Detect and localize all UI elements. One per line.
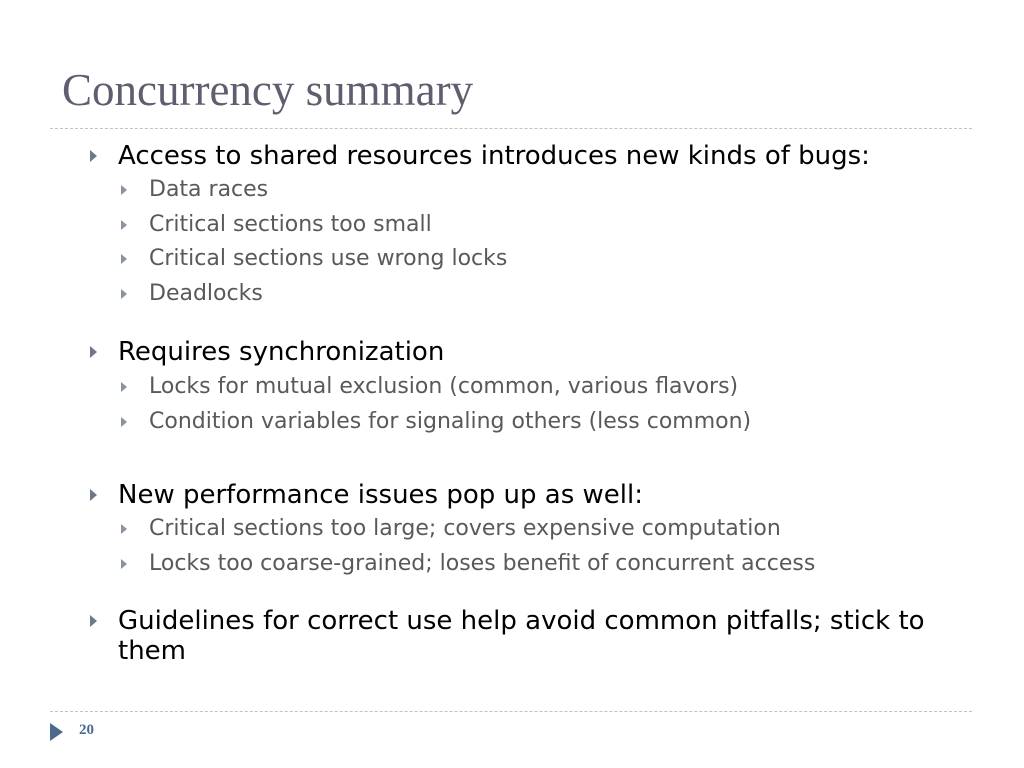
sub-bullet-text: Critical sections use wrong locks bbox=[149, 246, 508, 271]
sub-bullet-text: Data races bbox=[149, 177, 269, 202]
bullet-icon bbox=[90, 150, 97, 162]
sub-bullet-text: Critical sections too small bbox=[149, 212, 432, 237]
bullet-text: Guidelines for correct use help avoid common pitfalls; stick to bbox=[118, 606, 925, 636]
bullet-text: New performance issues pop up as well: bbox=[118, 480, 643, 510]
sub-bullet-text: Critical sections too large; covers expensive computation bbox=[149, 516, 781, 541]
slide-title: Concurrency summary bbox=[62, 65, 474, 115]
bullet-text-continued: them bbox=[118, 636, 186, 666]
sub-bullet-icon bbox=[121, 185, 127, 195]
sub-bullet-icon bbox=[121, 382, 127, 392]
sub-bullet-text: Condition variables for signaling others (less common) bbox=[149, 409, 752, 434]
sub-bullet-icon bbox=[121, 417, 127, 427]
sub-bullet-text: Locks for mutual exclusion (common, various flavors) bbox=[149, 374, 739, 399]
sub-bullet-text: Locks too coarse-grained; loses benefit of concurrent access bbox=[149, 551, 816, 576]
footer-divider bbox=[50, 711, 972, 712]
sub-bullet-icon bbox=[121, 220, 127, 230]
bullet-icon bbox=[90, 346, 97, 358]
bullet-text: Access to shared resources introduces new kinds of bugs: bbox=[118, 141, 870, 171]
bullet-text: Requires synchronization bbox=[118, 337, 445, 367]
play-arrow-icon bbox=[50, 723, 63, 741]
sub-bullet-icon bbox=[121, 524, 127, 534]
sub-bullet-text: Deadlocks bbox=[149, 281, 263, 306]
bullet-icon bbox=[90, 615, 97, 627]
title-divider bbox=[50, 128, 972, 129]
bullet-icon bbox=[90, 489, 97, 501]
sub-bullet-icon bbox=[121, 289, 127, 299]
sub-bullet-icon bbox=[121, 254, 127, 264]
page-number: 20 bbox=[79, 722, 94, 738]
sub-bullet-icon bbox=[121, 559, 127, 569]
